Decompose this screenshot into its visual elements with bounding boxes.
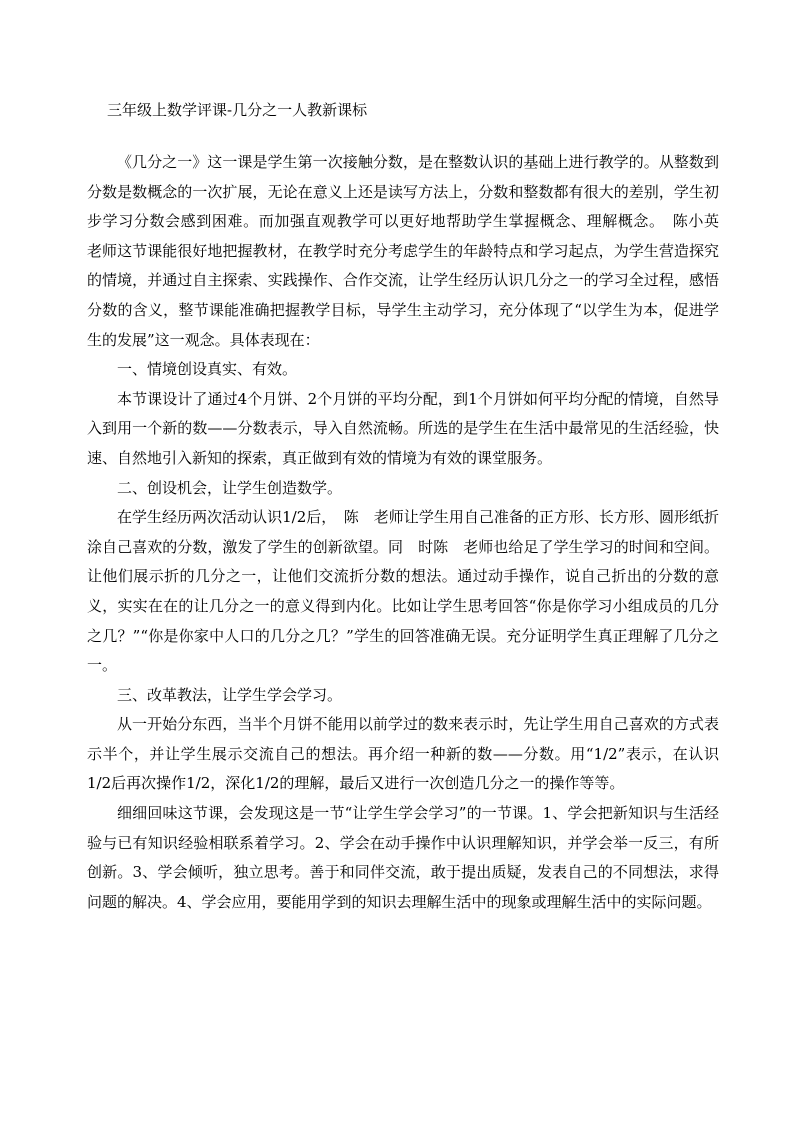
document-body xyxy=(87,148,735,917)
paragraph-summary: 细细回味这节课，会发现这是一节“让学生学会学习”的一节课。1、学会把新知识与生活经验与已有知识经验相联系着学习。2、学会在动手操作中认识理解知识，并学会举一反三，有所创新。3、学会倾听，独立思考。善于和同伴交流，敢于提出质疑，发表自己的不同想法，求得问题的解决。4、学会应用，要能用学到的知识去理解生活中的现象或理解生活中的实际问题。 xyxy=(87,804,719,911)
paragraph-section-2: 在学生经历两次活动认识1/2后， 陈 老师让学生用自己准备的正方形、长方形、圆形纸折涂自己喜欢的分数，激发了学生的创新欲望。同 时陈 老师也给足了学生学习的时间和空间。让他们展示折的几分之一，让他们交流折分数的想法。通过动手操作，说自己折出的分数的意义，实实在在的让几分之一的意义得到内化。比如让学生思考回答“你是你学习小组成员的几分之几？”“你是你家中人口的几分之几？”学生的回答准确无误。充分证明学生真正理解了几分之一。 xyxy=(87,508,719,675)
section-heading-3: 三、改革教法，让学生学会学习。 xyxy=(117,685,343,704)
paragraph-section-1: 本节课设计了通过4个月饼、2个月饼的平均分配，到1个月饼如何平均分配的情境，自然导入到用一个新的数——分数表示，导入自然流畅。所选的是学生在生活中最常见的生活经验，快速、自然地引入新知的探索，真正做到有效的情境为有效的课堂服务。 xyxy=(87,389,719,467)
section-heading-1: 一、情境创设真实、有效。 xyxy=(117,360,298,379)
document-title: 三年级上数学评课-几分之一人教新课标 xyxy=(107,101,368,119)
paragraph-section-3: 从一开始分东西，当半个月饼不能用以前学过的数来表示时，先让学生用自己喜欢的方式表示半个，并让学生展示交流自己的想法。再介绍一种新的数——分数。用“1/2”表示，在认识1/2后再次操作1/2，深化1/2的理解，最后又进行一次创造几分之一的操作等等。 xyxy=(87,715,719,793)
section-heading-2: 二、创设机会，让学生创造数学。 xyxy=(117,478,343,497)
paragraph-intro: 《几分之一》这一课是学生第一次接触分数，是在整数认识的基础上进行教学的。从整数到分数是数概念的一次扩展，无论在意义上还是读写方法上，分数和整数都有很大的差别，学生初步学习分数会感到困难。而加强直观教学可以更好地帮助学生掌握概念、理解概念。 陈小英 老师这节课能很好地把握教材，在教学时充分考虑学生的年龄特点和学习起点，为学生营造探究的情境，并通过自主探索、实践操作、合作交流，让学生经历认识几分之一的学习全过程，感悟分数的含义，整节课能准确把握教学目标，导学生主动学习，充分体现了“以学生为本，促进学生的发展”这一观念。具体表现在： xyxy=(87,153,735,349)
